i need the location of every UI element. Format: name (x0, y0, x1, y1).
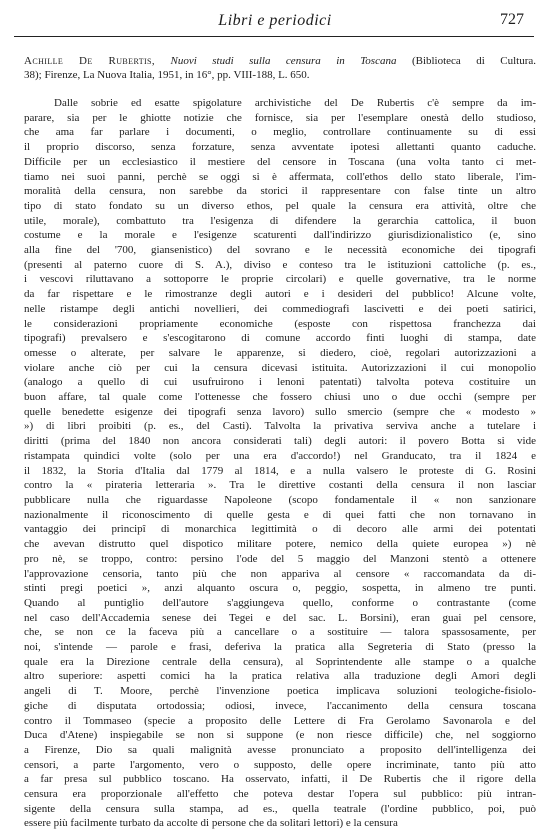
body-line: diritti (prima del 1840 non ancora considerati tali) degli autori: il povero Botta si vide (24, 435, 536, 448)
body-line: noi, s'intende — parole e frasi, deferiva la pratica alla Segreteria di Stato (presso la (24, 641, 536, 654)
body-line: il proprio discorso, senza forzature, senza avventate ipotesi allettanti quanto caduche. (24, 141, 536, 154)
body-line: nazionalmente il riconoscimento di quelle gesta e di quei fatti che non tornavano in (24, 508, 536, 521)
body-line: quelle benedette esigenze dei tipografi senza lavoro) sullo smercio (sempre che « modesto » (24, 405, 536, 418)
body-line: tipo di stato fondato su un diverso ethos, pel quale la censura era attività, oltre che (24, 199, 536, 212)
body-line: Duca d'Atene) inspiegabile se non si suppone (e non riesce difficile) che, nel soggiorno (24, 729, 536, 742)
body-line: omesse o alterate, per salvare le apparenze, si diedero, cioè, regolari autorizzazioni a (24, 346, 536, 359)
body-line: censura era proporzionale all'effetto che poteva destar l'opera sul pubblico: più intran- (24, 788, 536, 801)
body-line: censori, a parte l'argomento, vero o supposto, delle opere incriminate, tanto più atto (24, 758, 536, 771)
body-line: ») di libri proibiti (p. es., del Casti). Talvolta la privativa serviva anche a tutelare i (24, 420, 536, 433)
body-line: Quando al puntiglio dell'autore s'aggiungeva quello, conforme o contrastante (come (24, 596, 536, 609)
body-line: le considerazioni propriamente economiche (esposte con rispettosa franchezza dai (24, 317, 536, 330)
body-line: a Firenze, Dio sa quali malignità avesse pronunciato a proposito dell'intelligenza dei (24, 743, 536, 756)
body-line: pubblicare nulla che riguardasse Napoleone (scopo fondamentale il « non sanzionare (24, 493, 536, 506)
reference-details: (Biblioteca di Cultura. (411, 55, 537, 67)
body-line: ristampata quindici volte (solo per una era d'accordo!) nel Granducato, tra il 1824 e (24, 449, 536, 462)
body-line: contro la « pirateria letteraria ». Tra le direttive costanti della censura il non lasciar (24, 479, 536, 492)
body-line: nelle ristampe degli antichi novellieri, dei commediografi lascivetti e dei poeti satirici, (24, 302, 536, 315)
reference-author: Achille De Rubertis, (24, 55, 156, 67)
body-line: il 1832, la Storia d'Italia dal 1779 al 1814, e a nulla valsero le proteste di G. Rosini (24, 464, 536, 477)
body-line: quale era la Direzione centrale della censura), al Soprintendente alle stampe o a qualche (24, 655, 536, 668)
body-line: utile, morale), combattuto tra l'esigenza di difendere la gerarchia cattolica, il buon (24, 214, 536, 227)
body-line: tiamo nei suoi panni, perchè se oggi si è affermata, coll'ethos dello stato liberale, l'im- (24, 170, 536, 183)
body-line: (analogo a quello di cui usufruirono i lenoni patentati) talvolta poteva costituire un (24, 376, 536, 389)
body-line: altro superiore: aspetti comici ha la pratica relativa alla traduzione degli Amori degli (24, 670, 536, 683)
body-line: che avevan distrutto quel dispotico militare potere, nemico della quiete europea ») nè (24, 538, 536, 551)
body-line: violare anche ciò per cui la censura dicevasi istituita. Autorizzazioni il cui monopolio (24, 361, 536, 374)
body-line: che, se non ce la faceva più a cancellare o a sostituire — talora spassosamente, per (24, 626, 536, 639)
body-line: a far presa sul pubblico toscano. Ha osservato, infatti, il De Rubertis che il rigore della (24, 773, 536, 786)
body-line: stinti pregi poetici », anzi alquanto oscura o, peggio, sospetta, in almeno tre punti. (24, 582, 536, 595)
body-line: i vescovi riluttavano a sottoporre le proprie circolari) e quelle governative, tra le norme (24, 273, 536, 286)
body-line: alla fine del '700, giansenistico) del sovrano e le necessità economiche dei tipografi (24, 244, 536, 257)
body-line: essere più facilmente turbato da accolte di persone che da solitari lettori) e la censura (24, 817, 398, 830)
body-line: l'approvazione censoria, tanto più che non appariva al censore « raccomandata da di- (24, 567, 536, 580)
body-line: nel caso dell'Accademia senese dei Tegei e del sac. L. Borsini), eran guai pel censore, (24, 611, 536, 624)
page-number: 727 (500, 11, 524, 28)
body-line: Dalle sobrie ed esatte spigolature archivistiche del De Rubertis c'è sempre da im- (54, 97, 536, 109)
header-rule (14, 36, 534, 37)
reference-details-line: 38); Firenze, La Nuova Italia, 1951, in 16°, pp. VIII-188, L. 650. (24, 69, 310, 81)
body-line: parare, sia per le ghiotte notizie che fornisce, sia per l'esemplare onestà dello studioso, (24, 111, 536, 124)
body-line: giche di disputata ortodossia; odiosi, invece, l'accanimento della censura toscana (24, 699, 536, 712)
review-body (24, 96, 536, 831)
body-line: moralità della censura, non sarebbe da storici il rappresentare con false tinte un altro (24, 185, 536, 198)
body-line: che ama far parlare i documenti, o meglio, controllare continuamente su di essi (24, 126, 536, 139)
body-line: Difficile per un ecclesiastico il mestiere del censore in Toscana (una volta tanto ci met- (24, 155, 536, 168)
body-line: buon affare, tal quale come l'ottenesse che fossero chiusi uno o due occhi (sempre per (24, 391, 536, 404)
body-line: tipografi) prevalsero e s'escogitarono di comune accordo finti luoghi di stampa, date (24, 332, 536, 345)
header-title: Libri e periodici (218, 12, 332, 29)
body-line: pro nè, se troppo, contro: persino l'ode del 5 maggio del Manzoni stentò a ottenere (24, 552, 536, 565)
reference-title: Nuovi studi sulla censura in Toscana (170, 55, 397, 67)
bibliographic-reference (24, 54, 536, 82)
body-line: (presenti al paterno cuore di S. A.), diviso e conteso tra le istituzioni cattoliche (p. es., (24, 258, 536, 271)
body-line: vantaggio dei principî di monarchica legittimità o di decoro alle armi dei potentati (24, 523, 536, 536)
body-line: contro il Tommaseo (specie a proposito delle Lettere di Fra Gerolamo Savonarola e del (24, 714, 536, 727)
body-line: da far rispettare e le rimostranze degli autori e i desideri del pubblico! Alcune volte, (24, 288, 536, 301)
body-line: angeli di T. Moore, perchè l'invenzione poetica implicava soluzioni teologiche-fisiolo- (24, 685, 536, 698)
body-line: sigente della censura sulla stampa, ad es., quella teatrale (l'ordine pubblico, poi, può (24, 802, 536, 815)
body-line: costume e la morale e l'esigenze scaturenti dall'indirizzo giurisdizionalistico (e, sino (24, 229, 536, 242)
